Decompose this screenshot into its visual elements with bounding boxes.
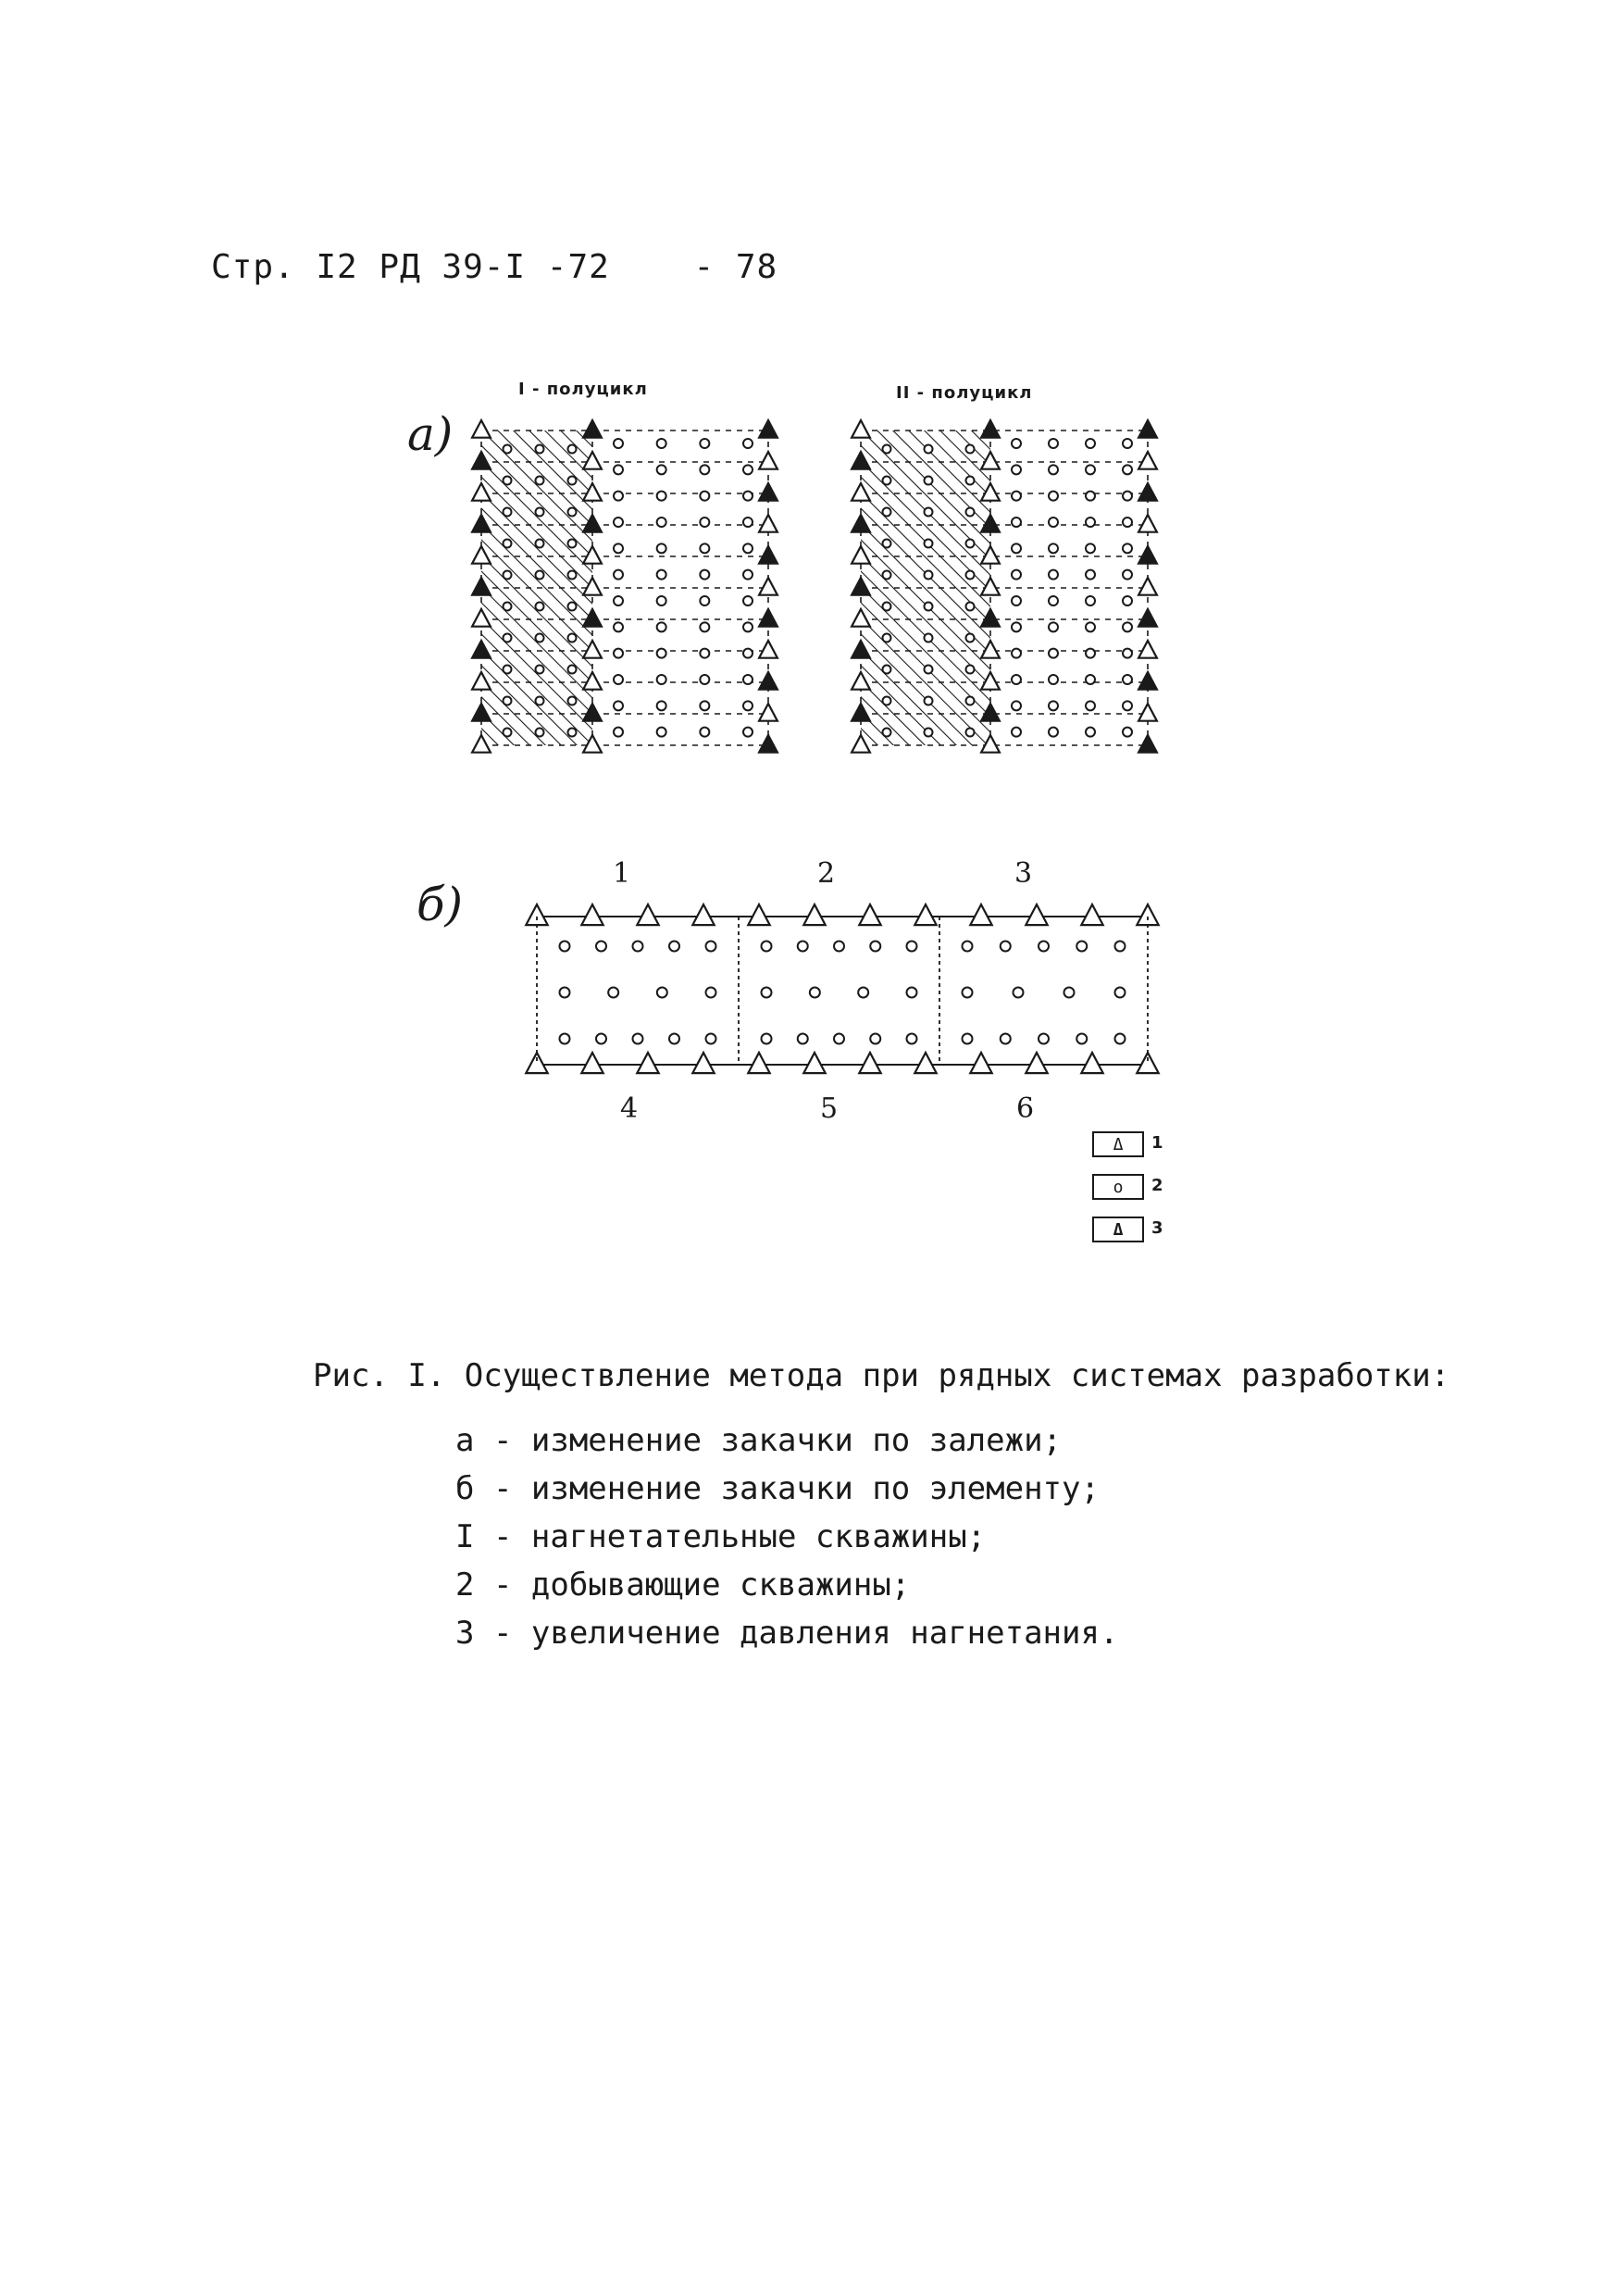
- production-well-icon: [743, 622, 753, 631]
- production-well-icon: [1086, 518, 1095, 527]
- production-well-icon: [1086, 701, 1095, 710]
- production-well-icon: [870, 1034, 880, 1044]
- production-well-icon: [963, 1034, 973, 1044]
- element-number: 6: [1016, 1092, 1035, 1125]
- production-well-icon: [1115, 988, 1126, 998]
- injection-well-icon: [759, 452, 777, 469]
- production-well-icon: [907, 1034, 917, 1044]
- injection-well-icon: [914, 1053, 936, 1073]
- caption-item: а - изменение закачки по залежи;: [455, 1422, 1063, 1459]
- production-well-icon: [1086, 570, 1095, 580]
- production-well-icon: [669, 1034, 679, 1044]
- caption-item: I - нагнетательные скважины;: [455, 1518, 987, 1555]
- production-well-icon: [657, 728, 666, 737]
- production-well-icon: [504, 729, 512, 737]
- production-well-icon: [1049, 649, 1058, 658]
- production-well-icon: [560, 942, 570, 952]
- pressure-increase-well-icon: [759, 483, 777, 501]
- production-well-icon: [614, 596, 623, 605]
- production-well-icon: [1123, 492, 1132, 501]
- production-well-icon: [810, 988, 820, 998]
- production-well-icon: [1086, 439, 1095, 448]
- production-well-icon: [504, 445, 512, 454]
- production-well-icon: [700, 465, 709, 474]
- production-well-icon: [883, 697, 891, 705]
- production-well-icon: [568, 603, 577, 611]
- production-well-icon: [568, 666, 577, 674]
- production-well-icon: [907, 942, 917, 952]
- production-well-icon: [657, 649, 666, 658]
- production-well-icon: [743, 701, 753, 710]
- production-well-icon: [706, 988, 716, 998]
- production-well-icon: [568, 477, 577, 485]
- pressure-increase-well-icon: [759, 420, 777, 438]
- production-well-icon: [536, 571, 544, 580]
- legend-production-well: [1092, 1174, 1144, 1200]
- production-well-icon: [1039, 1034, 1049, 1044]
- production-well-icon: [1012, 518, 1021, 527]
- injection-well-icon: [1137, 905, 1158, 925]
- production-well-icon: [1123, 701, 1132, 710]
- production-well-icon: [743, 675, 753, 684]
- production-well-icon: [963, 988, 973, 998]
- production-well-icon: [504, 477, 512, 485]
- pressure-increase-well-icon: [759, 672, 777, 690]
- injection-well-icon: [1026, 905, 1047, 925]
- pressure-increase-well-icon: [1138, 735, 1157, 753]
- injection-well-icon: [859, 905, 880, 925]
- production-well-icon: [743, 728, 753, 737]
- figure-caption: Рис. I. Осуществление метода при рядных системах разработки:: [313, 1357, 1450, 1394]
- production-well-icon: [1049, 439, 1058, 448]
- production-well-icon: [536, 634, 544, 643]
- production-well-icon: [700, 701, 709, 710]
- production-well-icon: [706, 942, 716, 952]
- caption-item: б - изменение закачки по элементу;: [455, 1470, 1100, 1507]
- figure-b-label: б): [417, 878, 464, 931]
- production-well-icon: [966, 697, 975, 705]
- production-well-icon: [614, 543, 623, 553]
- production-well-icon: [883, 571, 891, 580]
- injection-well-icon: [1138, 578, 1157, 595]
- half-cycle-1-diagram: [472, 421, 777, 755]
- injection-well-icon: [692, 905, 714, 925]
- production-well-icon: [762, 988, 772, 998]
- production-well-icon: [536, 445, 544, 454]
- panel-title-1: I - полуцикл: [518, 380, 648, 399]
- production-well-icon: [614, 492, 623, 501]
- production-well-icon: [762, 942, 772, 952]
- production-well-icon: [1123, 570, 1132, 580]
- production-well-icon: [1086, 728, 1095, 737]
- injection-well-icon: [803, 905, 825, 925]
- injection-well-icon: [526, 905, 547, 925]
- injection-well-icon: [859, 1053, 880, 1073]
- injection-well-icon: [759, 515, 777, 532]
- production-well-icon: [1012, 622, 1021, 631]
- production-well-icon: [743, 439, 753, 448]
- triangle-icon: Δ: [1113, 1134, 1124, 1154]
- element-number: 4: [620, 1092, 639, 1125]
- pressure-increase-well-icon: [759, 546, 777, 564]
- production-well-icon: [669, 942, 679, 952]
- production-well-icon: [614, 649, 623, 658]
- production-well-icon: [1064, 988, 1075, 998]
- production-well-icon: [657, 570, 666, 580]
- production-well-icon: [536, 729, 544, 737]
- pressure-increase-well-icon: [759, 735, 777, 753]
- production-well-icon: [883, 634, 891, 643]
- production-well-icon: [1123, 518, 1132, 527]
- pressure-increase-well-icon: [583, 420, 602, 438]
- production-well-icon: [706, 1034, 716, 1044]
- circle-icon: o: [1113, 1177, 1124, 1197]
- production-well-icon: [1012, 492, 1021, 501]
- production-well-icon: [657, 518, 666, 527]
- production-well-icon: [614, 439, 623, 448]
- production-well-icon: [1039, 942, 1049, 952]
- injection-well-icon: [1081, 905, 1102, 925]
- production-well-icon: [883, 508, 891, 517]
- production-well-icon: [1014, 988, 1024, 998]
- production-well-icon: [870, 942, 880, 952]
- production-well-icon: [1012, 543, 1021, 553]
- production-well-icon: [700, 543, 709, 553]
- injection-well-icon: [692, 1053, 714, 1073]
- production-well-icon: [633, 1034, 643, 1044]
- production-well-icon: [966, 603, 975, 611]
- production-well-icon: [743, 649, 753, 658]
- production-well-icon: [925, 634, 933, 643]
- injection-well-icon: [803, 1053, 825, 1073]
- production-well-icon: [614, 570, 623, 580]
- production-well-icon: [1123, 543, 1132, 553]
- production-well-icon: [1086, 543, 1095, 553]
- production-well-icon: [700, 596, 709, 605]
- legend-number: 2: [1151, 1176, 1163, 1195]
- production-well-icon: [743, 492, 753, 501]
- production-well-icon: [1076, 942, 1087, 952]
- production-well-icon: [657, 465, 666, 474]
- production-well-icon: [883, 666, 891, 674]
- injection-well-icon: [759, 578, 777, 595]
- production-well-icon: [700, 649, 709, 658]
- production-well-icon: [657, 622, 666, 631]
- production-well-icon: [536, 603, 544, 611]
- production-well-icon: [743, 518, 753, 527]
- element-number: 3: [1014, 857, 1033, 890]
- legend-pressure-increase: [1092, 1217, 1144, 1242]
- production-well-icon: [1123, 439, 1132, 448]
- production-well-icon: [1086, 596, 1095, 605]
- production-well-icon: [700, 622, 709, 631]
- production-well-icon: [504, 666, 512, 674]
- production-well-icon: [925, 729, 933, 737]
- production-well-icon: [925, 666, 933, 674]
- production-well-icon: [1049, 701, 1058, 710]
- production-well-icon: [568, 634, 577, 643]
- production-well-icon: [1049, 492, 1058, 501]
- production-well-icon: [700, 675, 709, 684]
- production-well-icon: [966, 508, 975, 517]
- production-well-icon: [925, 477, 933, 485]
- pressure-increase-well-icon: [1138, 420, 1157, 438]
- production-well-icon: [743, 570, 753, 580]
- production-well-icon: [568, 571, 577, 580]
- production-well-icon: [925, 697, 933, 705]
- production-well-icon: [1123, 728, 1132, 737]
- production-well-icon: [700, 570, 709, 580]
- pressure-increase-well-icon: [1138, 483, 1157, 501]
- production-well-icon: [1115, 942, 1126, 952]
- legend-injection-well: [1092, 1131, 1144, 1157]
- production-well-icon: [1115, 1034, 1126, 1044]
- production-well-icon: [504, 571, 512, 580]
- production-well-icon: [536, 508, 544, 517]
- production-well-icon: [536, 540, 544, 548]
- production-well-icon: [568, 540, 577, 548]
- production-well-icon: [1049, 543, 1058, 553]
- production-well-icon: [883, 540, 891, 548]
- production-well-icon: [568, 697, 577, 705]
- production-well-icon: [1012, 701, 1021, 710]
- production-well-icon: [966, 477, 975, 485]
- element-number: 5: [820, 1092, 839, 1125]
- production-well-icon: [504, 540, 512, 548]
- production-well-icon: [883, 729, 891, 737]
- production-well-icon: [1049, 596, 1058, 605]
- production-well-icon: [907, 988, 917, 998]
- production-well-icon: [657, 675, 666, 684]
- injection-well-icon: [1138, 515, 1157, 532]
- production-well-icon: [1123, 465, 1132, 474]
- production-well-icon: [1123, 675, 1132, 684]
- pressure-increase-well-icon: [759, 609, 777, 627]
- element-scheme-diagram: [518, 889, 1166, 1092]
- production-well-icon: [834, 942, 844, 952]
- production-well-icon: [614, 465, 623, 474]
- production-well-icon: [614, 622, 623, 631]
- filled-triangle-icon: Δ: [1113, 1219, 1124, 1240]
- production-well-icon: [614, 728, 623, 737]
- production-well-icon: [1012, 465, 1021, 474]
- production-well-icon: [633, 942, 643, 952]
- injection-well-icon: [852, 420, 870, 438]
- production-well-icon: [925, 445, 933, 454]
- injection-well-icon: [1081, 1053, 1102, 1073]
- production-well-icon: [1012, 596, 1021, 605]
- production-well-icon: [966, 729, 975, 737]
- production-well-icon: [1012, 570, 1021, 580]
- production-well-icon: [657, 988, 667, 998]
- panel-title-2: II - полуцикл: [896, 383, 1033, 403]
- injection-well-icon: [748, 905, 769, 925]
- production-well-icon: [596, 942, 606, 952]
- injection-well-icon: [637, 905, 658, 925]
- production-well-icon: [614, 518, 623, 527]
- production-well-icon: [614, 701, 623, 710]
- figure-a-label: а): [407, 407, 454, 461]
- production-well-icon: [1049, 518, 1058, 527]
- pressure-increase-well-icon: [1138, 546, 1157, 564]
- production-well-icon: [1123, 596, 1132, 605]
- production-well-icon: [700, 492, 709, 501]
- production-well-icon: [883, 477, 891, 485]
- element-number: 2: [817, 857, 836, 890]
- caption-item: 2 - добывающие скважины;: [455, 1566, 911, 1603]
- production-well-icon: [1049, 675, 1058, 684]
- production-well-icon: [834, 1034, 844, 1044]
- injection-well-icon: [1137, 1053, 1158, 1073]
- injection-well-icon: [472, 420, 491, 438]
- production-well-icon: [608, 988, 618, 998]
- production-well-icon: [614, 675, 623, 684]
- page-header: Стр. I2 РД 39-I -72 - 78: [211, 248, 778, 286]
- production-well-icon: [1049, 622, 1058, 631]
- production-well-icon: [925, 603, 933, 611]
- production-well-icon: [536, 477, 544, 485]
- production-well-icon: [1012, 649, 1021, 658]
- production-well-icon: [1086, 675, 1095, 684]
- production-well-icon: [966, 571, 975, 580]
- production-well-icon: [883, 445, 891, 454]
- production-well-icon: [657, 701, 666, 710]
- production-well-icon: [504, 508, 512, 517]
- production-well-icon: [657, 439, 666, 448]
- injection-well-icon: [970, 1053, 991, 1073]
- injection-well-icon: [526, 1053, 547, 1073]
- production-well-icon: [1001, 1034, 1011, 1044]
- production-well-icon: [700, 518, 709, 527]
- production-well-icon: [1012, 728, 1021, 737]
- production-well-icon: [966, 666, 975, 674]
- production-well-icon: [504, 603, 512, 611]
- production-well-icon: [568, 445, 577, 454]
- production-well-icon: [762, 1034, 772, 1044]
- injection-well-icon: [1138, 452, 1157, 469]
- production-well-icon: [1049, 728, 1058, 737]
- production-well-icon: [596, 1034, 606, 1044]
- production-well-icon: [1086, 465, 1095, 474]
- legend-number: 1: [1151, 1133, 1163, 1153]
- injection-well-icon: [759, 704, 777, 721]
- production-well-icon: [536, 666, 544, 674]
- production-well-icon: [568, 508, 577, 517]
- production-well-icon: [966, 634, 975, 643]
- production-well-icon: [966, 540, 975, 548]
- production-well-icon: [883, 603, 891, 611]
- production-well-icon: [925, 540, 933, 548]
- production-well-icon: [1086, 492, 1095, 501]
- production-well-icon: [568, 729, 577, 737]
- production-well-icon: [925, 508, 933, 517]
- injection-well-icon: [1026, 1053, 1047, 1073]
- production-well-icon: [1086, 649, 1095, 658]
- production-well-icon: [700, 439, 709, 448]
- injection-well-icon: [637, 1053, 658, 1073]
- element-number: 1: [613, 857, 631, 890]
- pressure-increase-well-icon: [1138, 672, 1157, 690]
- production-well-icon: [798, 942, 808, 952]
- production-well-icon: [1076, 1034, 1087, 1044]
- legend-number: 3: [1151, 1218, 1163, 1238]
- injection-well-icon: [759, 641, 777, 658]
- production-well-icon: [1001, 942, 1011, 952]
- injection-well-icon: [748, 1053, 769, 1073]
- production-well-icon: [560, 988, 570, 998]
- production-well-icon: [657, 543, 666, 553]
- production-well-icon: [657, 596, 666, 605]
- injection-well-icon: [914, 905, 936, 925]
- injection-well-icon: [581, 1053, 603, 1073]
- production-well-icon: [1049, 465, 1058, 474]
- production-well-icon: [743, 543, 753, 553]
- injection-well-icon: [970, 905, 991, 925]
- production-well-icon: [700, 728, 709, 737]
- production-well-icon: [536, 697, 544, 705]
- production-well-icon: [743, 596, 753, 605]
- injection-well-icon: [1138, 704, 1157, 721]
- production-well-icon: [1123, 649, 1132, 658]
- production-well-icon: [1012, 675, 1021, 684]
- production-well-icon: [798, 1034, 808, 1044]
- production-well-icon: [1123, 622, 1132, 631]
- production-well-icon: [504, 697, 512, 705]
- production-well-icon: [925, 571, 933, 580]
- production-well-icon: [966, 445, 975, 454]
- production-well-icon: [657, 492, 666, 501]
- pressure-increase-well-icon: [981, 420, 1000, 438]
- production-well-icon: [1012, 439, 1021, 448]
- production-well-icon: [504, 634, 512, 643]
- pressure-increase-well-icon: [1138, 609, 1157, 627]
- production-well-icon: [1086, 622, 1095, 631]
- half-cycle-2-diagram: [852, 421, 1157, 755]
- production-well-icon: [963, 942, 973, 952]
- injection-well-icon: [1138, 641, 1157, 658]
- production-well-icon: [858, 988, 868, 998]
- production-well-icon: [1049, 570, 1058, 580]
- caption-item: 3 - увеличение давления нагнетания.: [455, 1615, 1119, 1652]
- production-well-icon: [560, 1034, 570, 1044]
- injection-well-icon: [581, 905, 603, 925]
- production-well-icon: [743, 465, 753, 474]
